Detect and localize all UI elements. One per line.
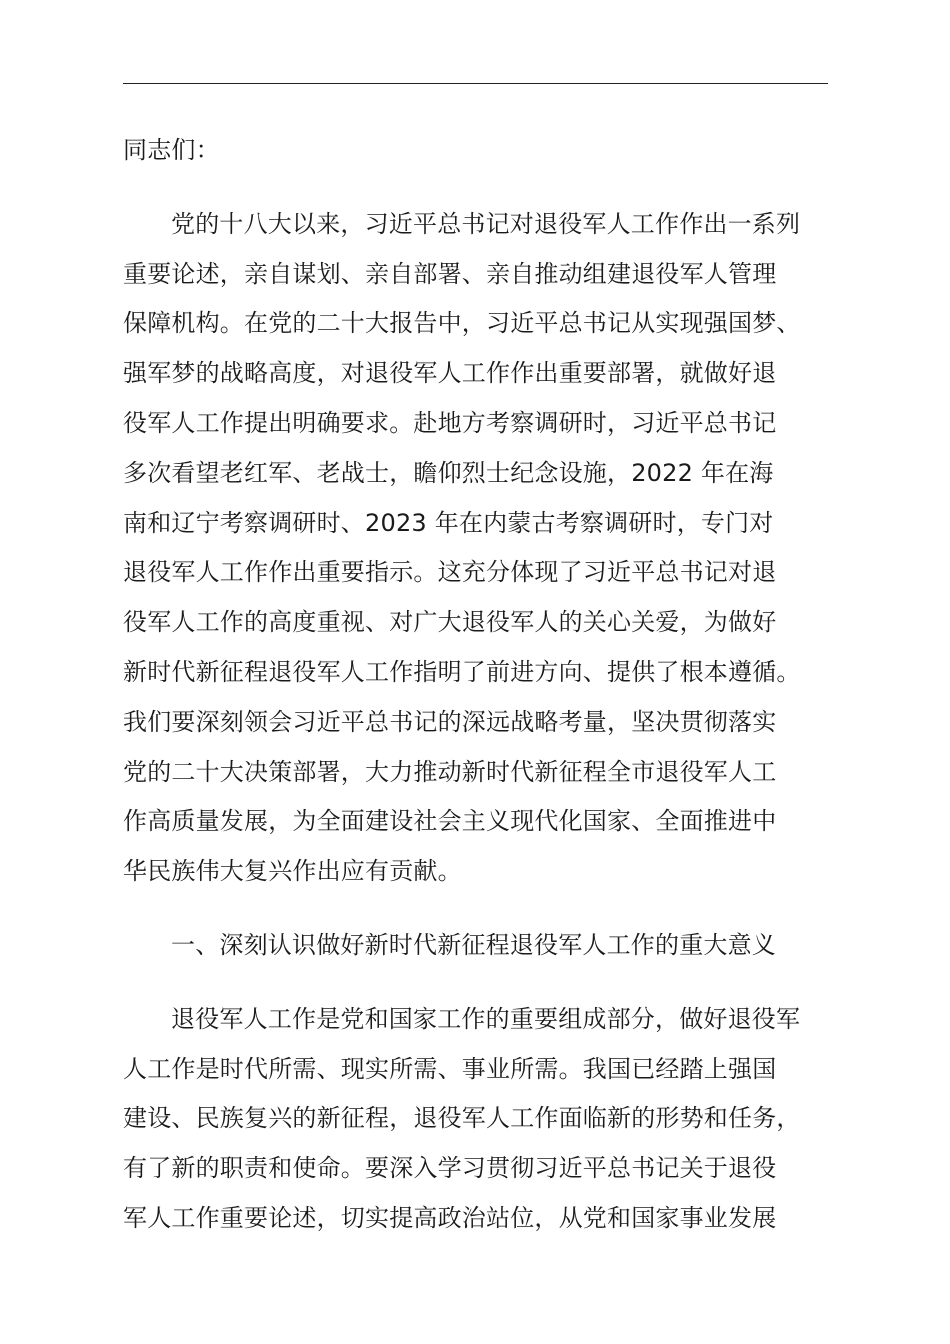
paragraph-line: 建设、民族复兴的新征程，退役军人工作面临新的形势和任务， xyxy=(123,1104,801,1133)
paragraph-2 xyxy=(123,995,829,1244)
paragraph-line: 党的二十大决策部署，大力推动新时代新征程全市退役军人工 xyxy=(123,757,777,786)
paragraph-line: 役军人工作提出明确要求。赴地方考察调研时，习近平总书记 xyxy=(123,408,777,437)
paragraph-line: 有了新的职责和使命。要深入学习贯彻习近平总书记关于退役 xyxy=(123,1154,777,1183)
paragraph-line: 党的十八大以来，习近平总书记对退役军人工作作出一系列 xyxy=(171,209,801,238)
paragraph-line: 人工作是时代所需、现实所需、事业所需。我国已经踏上强国 xyxy=(123,1054,777,1083)
paragraph-line: 军人工作重要论述，切实提高政治站位，从党和国家事业发展 xyxy=(123,1203,777,1232)
paragraph-line: 退役军人工作作出重要指示。这充分体现了习近平总书记对退 xyxy=(123,558,777,587)
paragraph-1 xyxy=(123,200,829,897)
paragraph-line: 华民族伟大复兴作出应有贡献。 xyxy=(123,857,462,886)
paragraph-line: 保障机构。在党的二十大报告中，习近平总书记从实现强国梦、 xyxy=(123,309,801,338)
paragraph-spacer xyxy=(123,971,829,995)
paragraph-spacer xyxy=(123,176,829,200)
document-body xyxy=(123,126,829,1244)
paragraph-line: 退役军人工作是党和国家工作的重要组成部分，做好退役军 xyxy=(171,1004,801,1033)
header-rule xyxy=(123,83,828,84)
section-heading: 一、深刻认识做好新时代新征程退役军人工作的重大意义 xyxy=(171,930,776,959)
paragraph-line: 我们要深刻领会习近平总书记的深远战略考量，坚决贯彻落实 xyxy=(123,707,777,736)
paragraph-line: 役军人工作的高度重视、对广大退役军人的关心关爱，为做好 xyxy=(123,608,777,637)
paragraph-line: 作高质量发展，为全面建设社会主义现代化国家、全面推进中 xyxy=(123,807,777,836)
paragraph-line: 南和辽宁考察调研时、2023 年在内蒙古考察调研时，专门对 xyxy=(123,508,774,537)
paragraph-line: 重要论述，亲自谋划、亲自部署、亲自推动组建退役军人管理 xyxy=(123,259,777,288)
paragraph-line: 新时代新征程退役军人工作指明了前进方向、提供了根本遵循。 xyxy=(123,657,801,686)
paragraph-spacer xyxy=(123,897,829,921)
paragraph-line: 强军梦的战略高度，对退役军人工作作出重要部署，就做好退 xyxy=(123,359,777,388)
paragraph-line: 多次看望老红军、老战士，瞻仰烈士纪念设施，2022 年在海 xyxy=(123,458,774,487)
salutation: 同志们： xyxy=(123,136,220,164)
